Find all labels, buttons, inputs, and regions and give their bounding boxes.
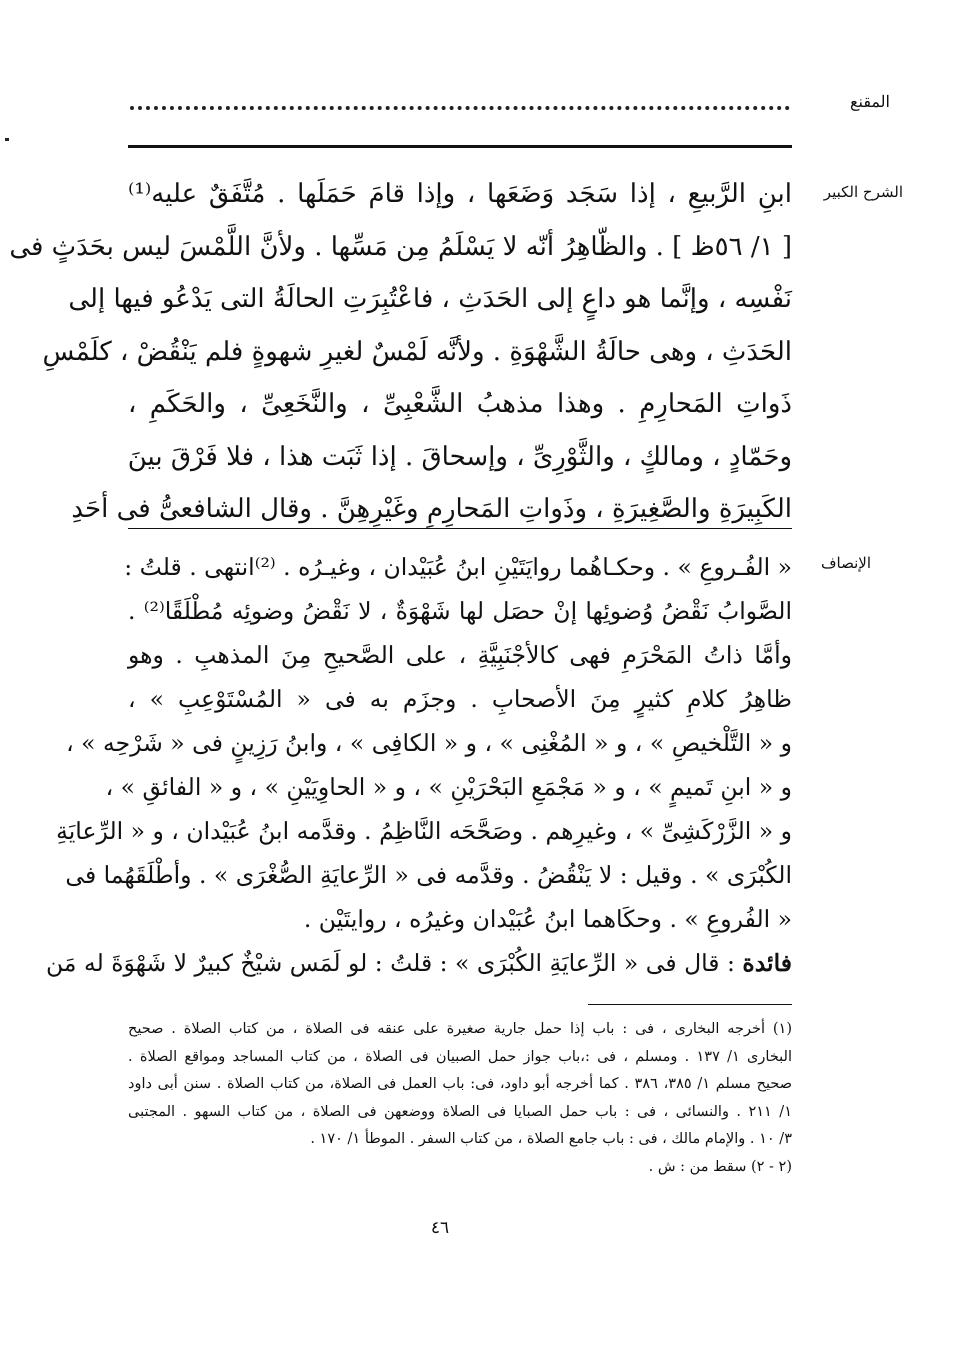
insaf-line: و « التَّلْخيصِ » ، و « المُغْنِى » ، و « الكافِى » ، وابنُ رَزِينٍ فى « شَرْحِه » ، (66, 729, 792, 757)
section-label-sharh: الشرح الكبير (823, 183, 903, 201)
footnote-rule (588, 1004, 792, 1005)
running-head (128, 92, 916, 122)
sharh-line: ابنِ الرَّبيعِ ، إذا سَجَد وَضَعَها ، وإذا قامَ حَمَلَها . مُتَّفَقٌ عليه⁽¹⁾ (128, 179, 792, 209)
sharh-line: ذَواتِ المَحارِمِ . وهذا مذهبُ الشَّعْبِىِّ ، والنَّخَعِىِّ ، والحَكَمِ ، (128, 389, 792, 419)
insaf-line: الصَّوابُ نَقْضُ وُضوئِها إنْ حصَل لها شَهْوَةٌ ، لا نَقْضُ وضوئِه مُطْلَقًا⁽²⁾ . (128, 597, 792, 625)
insaf-line: و « الزَّرْكَشِىِّ » ، وغيرِهم . وصَحَّحَه النَّاظِمُ . وقدَّمه ابنُ عُبَيْدان ، و « الرِّعايَةِ (56, 817, 792, 845)
insaf-line: الكُبْرَى » . وقيل : لا يَنْقُضُ . وقدَّمه فى « الرِّعايَةِ الصُّغْرَى » . وأطْلَقَهُما فى (65, 861, 792, 889)
sharh-line: نَفْسِه ، وإنَّما هو داعٍ إلى الحَدَثِ ، فاعْتُبِرَتِ الحالَةُ التى يَدْعُو فيها إلى (68, 284, 792, 314)
insaf-line: ظاهِرُ كلامِ كثيرٍ مِنَ الأصحابِ . وجزَم به فى « المُسْتَوْعِبِ » ، (128, 685, 792, 713)
footnote-line: ٣/ ١٠ . والإمام مالك ، فى : باب جامع الصلاة ، من كتاب السفر . الموطأ ١/ ١٧٠ . (310, 1131, 792, 1147)
scan-mark (5, 138, 9, 141)
benefit-line (46, 941, 792, 985)
benefit-text: : قال فى « الرِّعايَةِ الكُبْرَى » : قلتُ : لو لَمَس شيْخٌ كبيرٌ لا شَهْوَةَ له مَن (46, 949, 743, 977)
section-divider (128, 528, 792, 529)
footnote-line: ١/ ٢١١ . والنسائى ، فى : باب حمل الصبايا فى الصلاة ووضعهن فى الصلاة ، من كتاب السهو . المجتبى (128, 1103, 792, 1120)
section-label-insaf: الإنصاف (820, 554, 871, 572)
insaf-line: « الفُروعِ » . وحكَاهما ابنُ عُبَيْدان وغيرُه ، روايتَيْن . (303, 905, 792, 933)
sharh-line: الحَدَثِ ، وهى حالَةُ الشَّهْوَةِ . ولأنَّه لَمْسٌ لغيرِ شهوةٍ فلم يَنْقُضْ ، كلَمْسِ (42, 336, 792, 367)
benefit-label: فائدة (742, 949, 792, 977)
sharh-line: وحَمّادٍ ، ومالكٍ ، والثَّوْرِىِّ ، وإسحاقَ . إذا ثَبَت هذا ، فلا فَرْقَ بينَ (127, 441, 792, 472)
dotted-leader (130, 106, 790, 110)
insaf-line: « الفُـروعِ » . وحكـاهُما روايَتَيْنِ ابنُ عُبَيْدان ، وغيـرُه . ⁽²⁾انتهى . قلتُ : (124, 553, 792, 581)
insaf-line: وأمَّا ذاتُ المَحْرَمِ فهى كالأجْنَبِيَّةِ ، على الصَّحيحِ مِنَ المذهبِ . وهو (128, 641, 792, 669)
sharh-text (9, 168, 792, 536)
header-rule (128, 145, 792, 148)
footnote-line: (١) أخرجه البخارى ، فى : باب إذا حمل جارية صغيرة على عنقه فى الصلاة ، من كتاب الصلاة . صحيح (128, 1021, 792, 1037)
insaf-line: و « ابنِ تَميمٍ » ، و « مَجْمَعِ البَحْرَيْنِ » ، و « الحاوِيَيْنِ » ، و « الفائقِ » ، (105, 773, 792, 801)
book-title: المقنع (849, 92, 890, 111)
footnote-line: صحيح مسلم ١/ ٣٨٥، ٣٨٦ . كما أخرجه أبو داود، فى: باب العمل فى الصلاة، من كتاب الصلاة . سنن أبى داود (128, 1076, 793, 1092)
insaf-text (46, 545, 792, 985)
sharh-line: [ ١/ ٥٦ظ ] . والظّاهِرُ أنّه لا يَسْلَمُ مِن مَسِّها . ولأنَّ اللَّمْسَ ليس بحَدَثٍ فى (9, 231, 792, 262)
footnote-line: (٢ - ٢) سقط من : ش . (648, 1158, 792, 1175)
footnote-line: البخارى ١/ ١٣٧ . ومسلم ، فى :،باب جواز حمل الصبيان فى الصلاة ، من كتاب المساجد ومواقع الصلاة . (128, 1048, 793, 1065)
footnotes (128, 1016, 792, 1181)
page-number: ٤٦ (430, 1218, 450, 1238)
sharh-line: الكَبِيرَةِ والصَّغِيرَةِ ، وذَواتِ المَحارِمِ وغَيْرِهِنَّ . وقال الشافعىُّ فى أحَدِ (71, 494, 792, 524)
